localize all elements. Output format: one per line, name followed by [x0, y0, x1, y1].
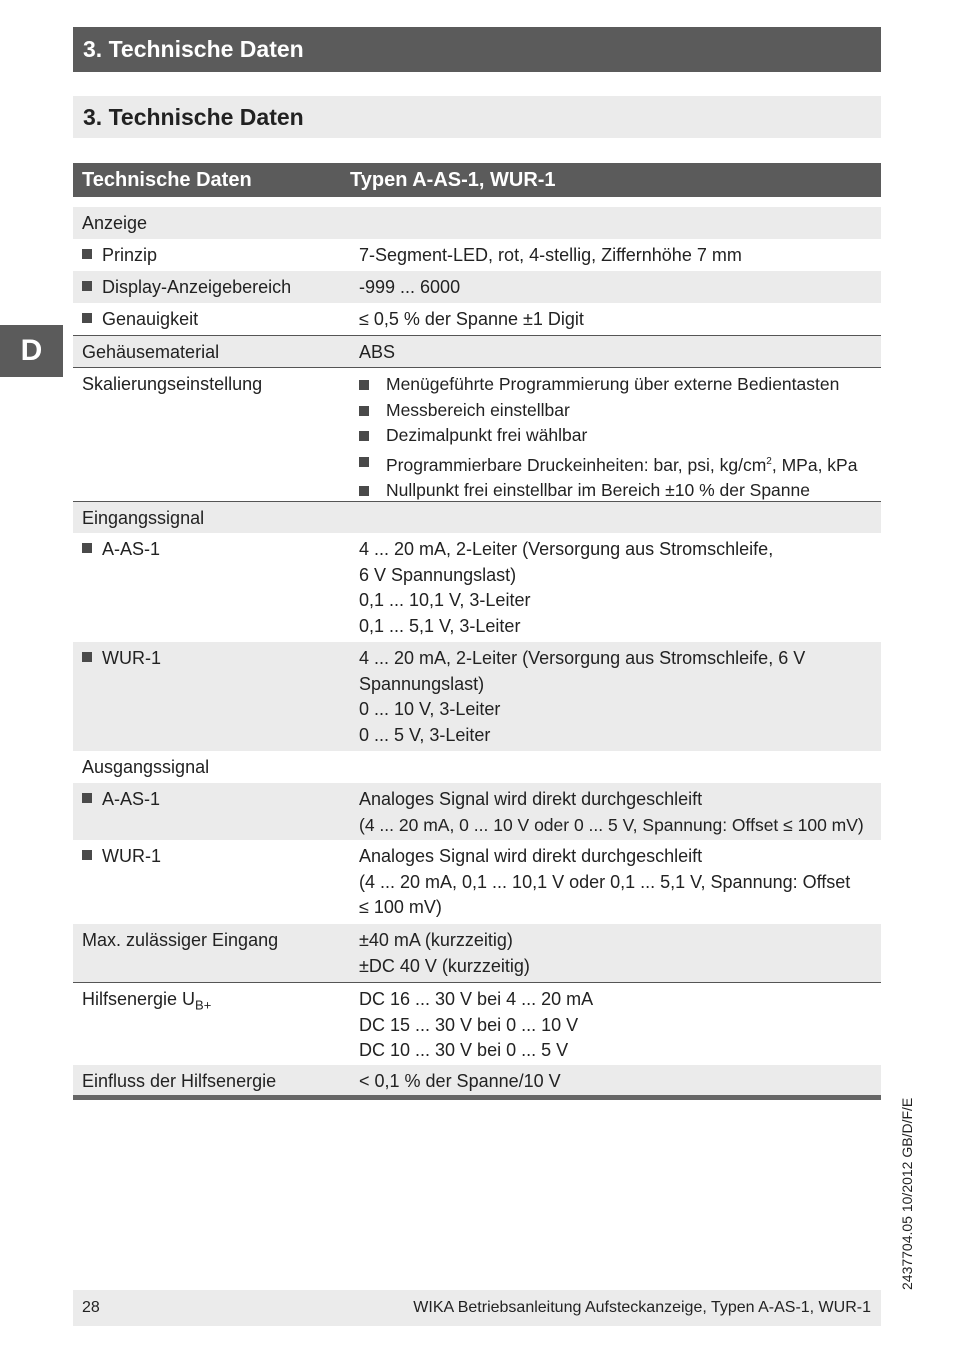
value-line: 0,1 ... 5,1 V, 3-Leiter: [359, 615, 521, 636]
table-row: [73, 239, 881, 271]
table-row: [73, 335, 881, 367]
row-label-wrap: [82, 987, 211, 1018]
value-line: (4 ... 20 mA, 0 ... 10 V oder 0 ... 5 V, Spannung: Offset ≤ 100 mV): [359, 814, 864, 835]
footer-text: WIKA Betriebsanleitung Aufsteckanzeige, Typen A-AS-1, WUR-1: [413, 1299, 871, 1316]
row-label: Prinzip: [102, 245, 158, 265]
row-label-wrap: [82, 243, 157, 269]
row-label-wrap: [82, 844, 161, 870]
item-text: Messbereich einstellbar: [386, 399, 570, 420]
value-line: 0 ... 10 V, 3-Leiter: [359, 699, 501, 720]
list-item: [359, 372, 881, 398]
bullet-icon: [359, 457, 369, 467]
row-label-wrap: [82, 787, 160, 813]
list-item: [359, 398, 881, 424]
value-line: DC 16 ... 30 V bei 4 ... 20 mA: [359, 989, 594, 1009]
value-line: 0 ... 5 V, 3-Leiter: [359, 724, 491, 745]
bullet-icon: [82, 281, 92, 291]
table-end-rule: [73, 1095, 881, 1100]
table-row: [73, 367, 881, 501]
item-text: , MPa, kPa: [771, 454, 858, 475]
value-line: 4 ... 20 mA, 2-Leiter (Versorgung aus Stromschleife,: [359, 539, 774, 559]
row-label: Einfluss der Hilfsenergie: [82, 1071, 277, 1091]
row-value: [359, 787, 881, 838]
row-label: Hilfsenergie U: [82, 989, 196, 1009]
table-row: [73, 924, 881, 982]
row-value: -999 ... 6000: [359, 277, 461, 297]
row-value: ABS: [359, 342, 396, 362]
bullet-icon: [82, 249, 92, 259]
value-line: Analoges Signal wird direkt durchgeschleift: [359, 789, 703, 809]
subscript: B+: [195, 997, 212, 1013]
row-label: Ausgangssignal: [82, 757, 210, 777]
bullet-icon: [359, 380, 369, 390]
section-title: 3. Technische Daten: [73, 96, 881, 138]
row-label-wrap: [82, 307, 198, 333]
table-row: [73, 751, 881, 783]
value-line: DC 15 ... 30 V bei 0 ... 10 V: [359, 1014, 579, 1035]
value-line: Spannungslast): [359, 673, 485, 694]
language-tab: D: [0, 325, 63, 377]
value-line: 6 V Spannungslast): [359, 564, 517, 585]
table-row: [73, 207, 881, 239]
top-section-header: 3. Technische Daten: [73, 27, 881, 72]
table-row: [73, 783, 881, 840]
list-item: [359, 449, 881, 478]
table-row: [73, 303, 881, 335]
value-line: ±DC 40 V (kurzzeitig): [359, 955, 530, 976]
table-row: [73, 501, 881, 533]
row-value: [359, 646, 881, 748]
item-text: Nullpunkt frei einstellbar im Bereich ±10 % der Spanne: [386, 480, 810, 501]
value-line: ±40 mA (kurzzeitig): [359, 930, 513, 950]
row-label: Skalierungseinstellung: [82, 374, 263, 394]
table-row: [73, 982, 881, 1065]
bullet-icon: [82, 543, 92, 553]
bullet-icon: [359, 431, 369, 441]
row-label: Genauigkeit: [102, 309, 199, 329]
list-item: [359, 478, 881, 504]
list-item: [359, 423, 881, 449]
table-row: [73, 642, 881, 751]
col1-header: Technische Daten: [82, 169, 252, 191]
value-line: Analoges Signal wird direkt durchgeschleift: [359, 846, 703, 866]
row-value: [359, 928, 881, 979]
bullet-icon: [359, 406, 369, 416]
row-value: [359, 987, 881, 1064]
table-row: [73, 271, 881, 303]
item-text: Menügeführte Programmierung über externe Bedientasten: [386, 374, 840, 394]
row-label-wrap: [82, 646, 161, 672]
row-label-wrap: [82, 537, 160, 563]
row-label: Gehäusematerial: [82, 342, 220, 362]
value-line: 0,1 ... 10,1 V, 3-Leiter: [359, 590, 531, 611]
row-label: A-AS-1: [102, 539, 161, 559]
value-line: DC 10 ... 30 V bei 0 ... 5 V: [359, 1040, 569, 1061]
row-value: [359, 844, 881, 921]
value-line: (4 ... 20 mA, 0,1 ... 10,1 V oder 0,1 ... 5,1 V, Spannung: Offset: [359, 871, 851, 892]
row-label: Anzeige: [82, 213, 148, 233]
page-number: 28: [82, 1299, 100, 1316]
table-row: [73, 1065, 881, 1095]
bullet-icon: [82, 652, 92, 662]
row-label: Eingangssignal: [82, 508, 205, 528]
tech-data-table: [73, 163, 881, 1100]
row-label-wrap: [82, 275, 291, 301]
col2-header: Typen A-AS-1, WUR-1: [350, 169, 556, 191]
row-value: 7-Segment-LED, rot, 4-stellig, Ziffernhöhe 7 mm: [359, 245, 742, 265]
row-value: [359, 372, 881, 504]
bullet-icon: [82, 793, 92, 803]
row-value: ≤ 0,5 % der Spanne ±1 Digit: [359, 309, 584, 329]
bullet-icon: [82, 850, 92, 860]
item-text: Dezimalpunkt frei wählbar: [386, 425, 588, 446]
table-row: [73, 840, 881, 924]
row-value: < 0,1 % der Spanne/10 V: [359, 1071, 561, 1091]
row-label: WUR-1: [102, 648, 162, 668]
row-value: [359, 537, 881, 639]
row-label: A-AS-1: [102, 789, 161, 809]
bullet-icon: [82, 313, 92, 323]
item-text: Programmierbare Druckeinheiten: bar, psi, kg/cm: [386, 454, 767, 475]
row-label: WUR-1: [102, 846, 162, 866]
superscript: 2: [766, 455, 772, 467]
value-line: 4 ... 20 mA, 2-Leiter (Versorgung aus Stromschleife, 6 V: [359, 648, 806, 668]
page-footer: [73, 1290, 881, 1326]
bullet-icon: [359, 486, 369, 496]
row-label: Max. zulässiger Eingang: [82, 930, 279, 950]
row-label: Display-Anzeigebereich: [102, 277, 292, 297]
table-header: [73, 163, 881, 197]
table-row: [73, 533, 881, 642]
document-code: 2437704.05 10/2012 GB/D/F/E: [899, 1097, 915, 1290]
value-line: ≤ 100 mV): [359, 897, 442, 918]
